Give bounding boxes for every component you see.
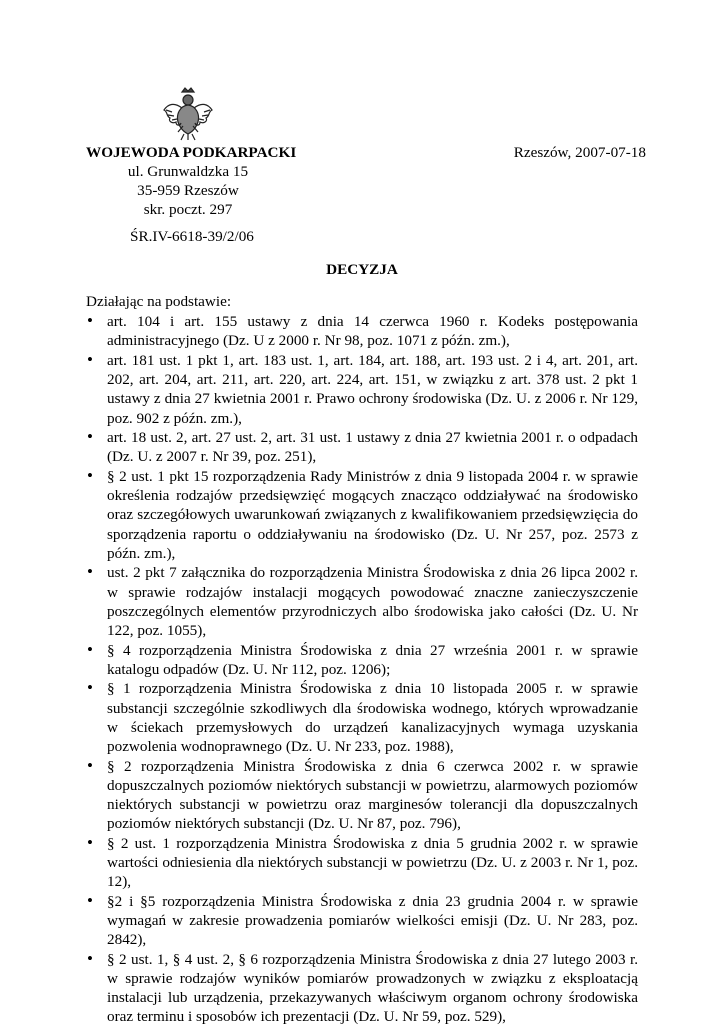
address-pobox: skr. poczt. 297 xyxy=(143,201,233,218)
address-city: 35-959 Rzeszów xyxy=(137,182,239,199)
polish-eagle-emblem-icon xyxy=(162,86,214,142)
document-title: DECYZJA xyxy=(326,261,398,278)
list-item: • art. 18 ust. 2, art. 27 ust. 2, art. 31 ust. 1 ustawy z dnia 27 kwietnia 2001 r. o odpadach (Dz. U. z 2007 r. Nr 39, poz. 251), xyxy=(86,428,638,466)
list-item: • ust. 2 pkt 7 załącznika do rozporządzenia Ministra Środowiska z dnia 26 lipca 2002 r. w sprawie rodzajów instalacji mogących powodować znaczne zanieczyszczenie poszczególnych elementów przyrodniczych albo środowiska jako całości (Dz. U. Nr 122, poz. 1055), xyxy=(86,563,638,640)
list-item: • § 2 ust. 1, § 4 ust. 2, § 6 rozporządzenia Ministra Środowiska z dnia 27 lutego 2003 r. w sprawie rodzajów wyników pomiarów prowadzonych w związku z eksploatacją instalacji lub urządzenia, przekazywanych właściwym organom ochrony środowiska oraz terminu i sposobów ich prezentacji (Dz. U. Nr 59, poz. 529), xyxy=(86,950,638,1027)
list-item: • art. 104 i art. 155 ustawy z dnia 14 czerwca 1960 r. Kodeks postępowania administracyjnego (Dz. U z 2000 r. Nr 98, poz. 1071 z późn. zm.), xyxy=(86,312,638,350)
address-street: ul. Grunwaldzka 15 xyxy=(127,163,249,180)
list-item: • §2 i §5 rozporządzenia Ministra Środowiska z dnia 23 grudnia 2004 r. w sprawie wymagań w zakresie prowadzenia pomiarów wielkości emisji (Dz. U. Nr 283, poz. 2842), xyxy=(86,892,638,950)
list-item: • § 2 ust. 1 pkt 15 rozporządzenia Rady Ministrów z dnia 9 listopada 2004 r. w sprawie określenia rodzajów przedsięwzięć mogących znacząco oddziaływać na środowisko oraz szczegółowych uwarunkowań związanych z kwalifikowaniem przedsięwzięcia do sporządzenia raportu o oddziaływaniu na środowisko (Dz. U. Nr 257, poz. 2573 z późn. zm.), xyxy=(86,467,638,563)
intro-text: Działając na podstawie: xyxy=(86,293,232,310)
place-date: Rzeszów, 2007-07-18 xyxy=(513,144,646,161)
list-item: • § 2 rozporządzenia Ministra Środowiska z dnia 6 czerwca 2002 r. w sprawie dopuszczalnych poziomów niektórych substancji w powietrzu, alarmowych poziomów niektórych substancji w powietrzu oraz marginesów tolerancji dla dopuszczalnych poziomów niektórych substancji (Dz. U. Nr 87, poz. 796), xyxy=(86,757,638,834)
document-body xyxy=(86,292,638,1027)
list-item: • § 1 rozporządzenia Ministra Środowiska z dnia 10 listopada 2005 r. w sprawie substancji szczególnie szkodliwych dla środowiska wodnego, których wprowadzanie w ściekach przemysłowych do urządzeń kanalizacyjnych wymaga uzyskania pozwolenia wodnoprawnego (Dz. U. Nr 233, poz. 1988), xyxy=(86,679,638,756)
letterhead xyxy=(86,143,646,162)
list-item: • § 4 rozporządzenia Ministra Środowiska z dnia 27 września 2001 r. w sprawie katalogu odpadów (Dz. U. Nr 112, poz. 1206); xyxy=(86,641,638,679)
list-item: • § 2 ust. 1 rozporządzenia Ministra Środowiska z dnia 5 grudnia 2002 r. w sprawie wartości odniesienia dla niektórych substancji w powietrzu (Dz. U. z 2003 r. Nr 1, poz. 12), xyxy=(86,834,638,892)
org-name: WOJEWODA PODKARPACKI xyxy=(86,144,297,161)
reference-number: ŚR.IV-6618-39/2/06 xyxy=(130,228,254,245)
list-item: • art. 181 ust. 1 pkt 1, art. 183 ust. 1, art. 184, art. 188, art. 193 ust. 2 i 4, art. 201, art. 202, art. 204, art. 211, art. 220, art. 224, art. 151, w związku z art. 378 ust. 2 pkt 1 ustawy z dnia 27 kwietnia 2001 r. Prawo ochrony środowiska (Dz. U. z 2006 r. Nr 129, poz. 902 z późn. zm.), xyxy=(86,351,638,428)
legal-basis-list xyxy=(86,312,638,1026)
